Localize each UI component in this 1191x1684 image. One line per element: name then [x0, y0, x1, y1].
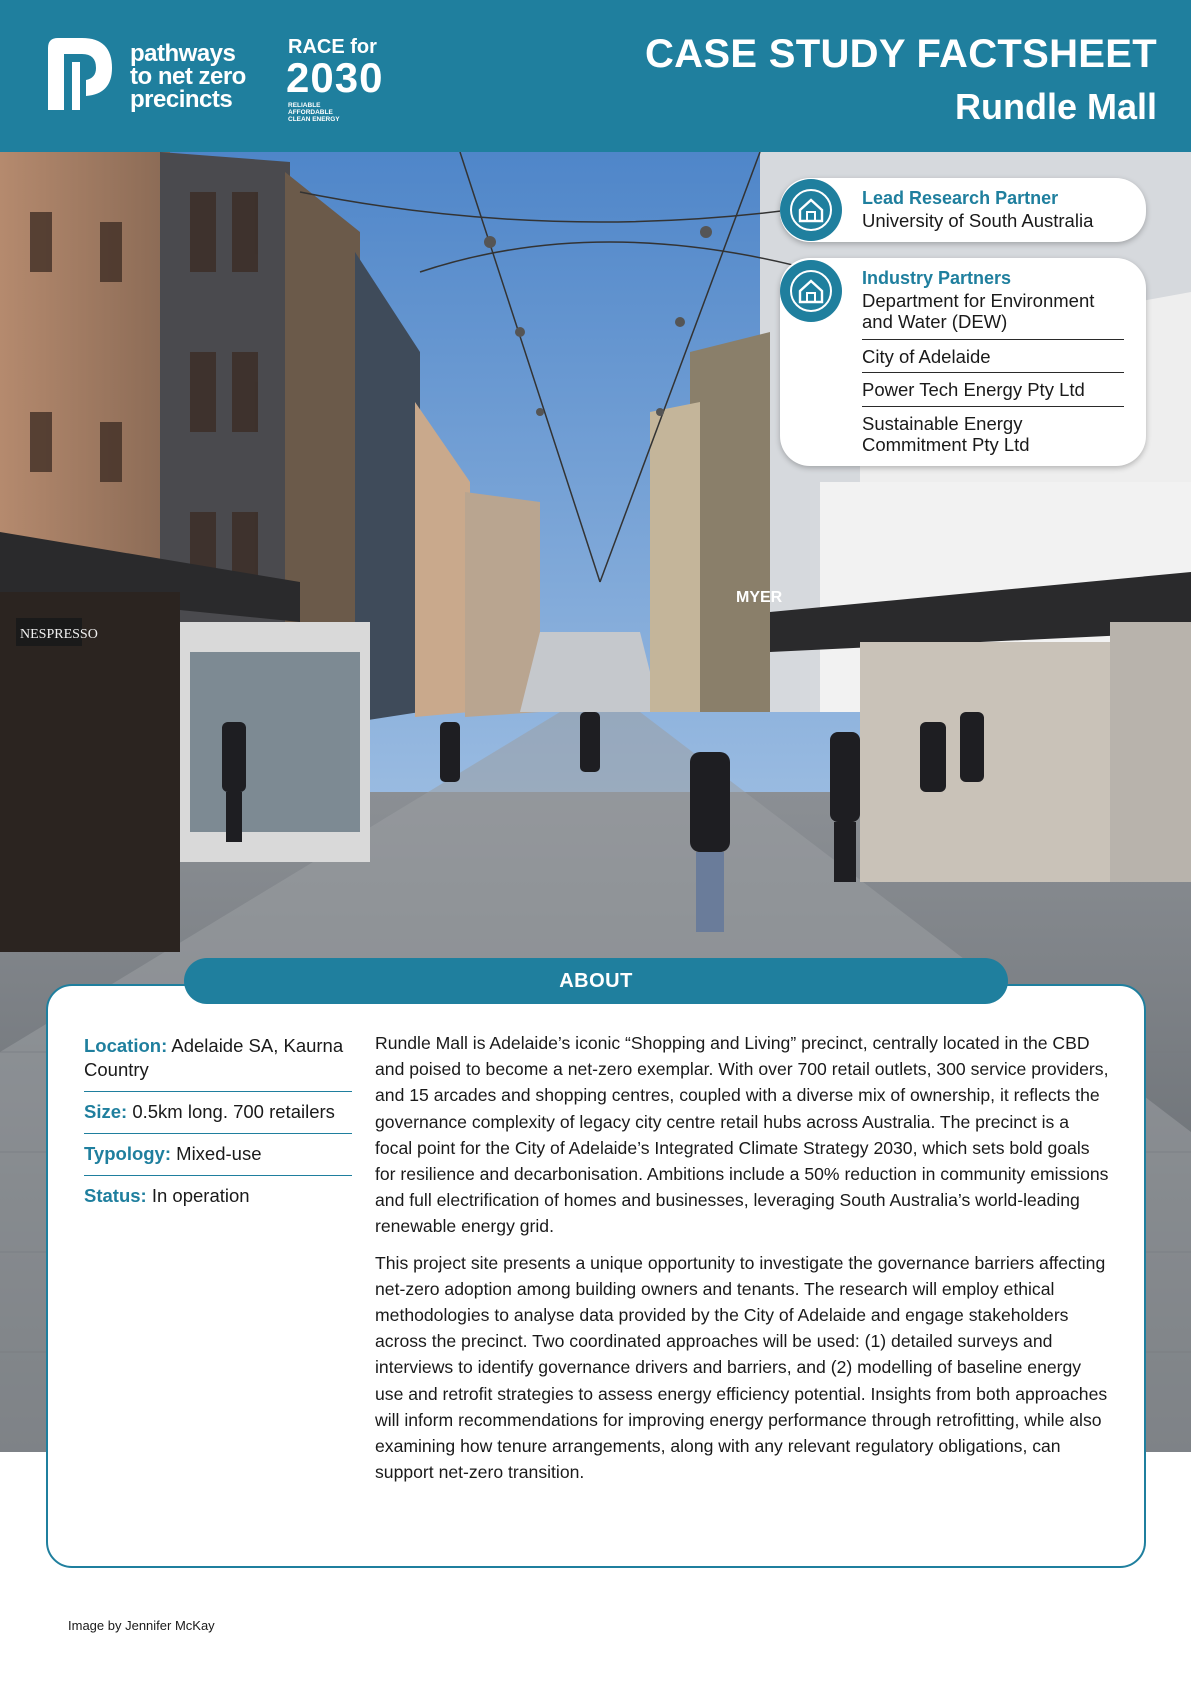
about-paragraph: Rundle Mall is Adelaide’s iconic “Shopping and Living” precinct, centrally located in the CBD and poised to become a net-zero exemplar. With over 700 retail outlets, 300 service providers, and 15 arcades and shopping centres, coupled with a diverse mix of ownership, it reflects the governance complexity of legacy city centre retail hubs across Australia. The precinct is a focal point for the City of Adelaide’s Integrated Climate Strategy 2030, which sets bold goals for resilience and decarbonisation. Ambitions include a 50% reduction in community emissions and full electrification of homes and businesses, leveraging South Australia’s world-leading renewable energy grid. — [375, 1033, 1109, 1237]
about-paragraph: This project site presents a unique opportunity to investigate the governance barriers affecting net-zero adoption among building owners and tenants. The research will employ ethical methodologies to analyse data provided by the City of Adelaide and engage stakeholders across the precinct. Two coordinated approaches will be used: (1) detailed surveys and interviews to identify governance drivers and barriers, and (2) modelling of baseline energy use and retrofit strategies to assess energy efficiency potential. Insights from both approaches will inform recommendations for improving energy performance through retrofitting, while also examining how tenure arrangements, along with any relevant regulatory obligations, can support net-zero transition. — [375, 1252, 1108, 1483]
industry-partner-item: Department for Environment and Water (DEW) — [862, 290, 1095, 332]
house-icon — [778, 177, 844, 243]
fact-key: Location: — [84, 1035, 168, 1056]
logo-line-3: precincts — [130, 86, 233, 113]
page-title: CASE STUDY FACTSHEET — [645, 32, 1157, 76]
divider — [862, 372, 1124, 373]
logo-wordmark — [130, 42, 246, 111]
lead-research-partner-card — [780, 178, 1146, 242]
pathways-logo-icon — [44, 34, 116, 114]
fact-value: Mixed-use — [176, 1143, 262, 1164]
divider — [862, 406, 1124, 407]
fact-key: Typology: — [84, 1143, 172, 1164]
lead-partner-value: University of South Australia — [862, 210, 1094, 231]
fact-key: Size: — [84, 1101, 128, 1122]
fact-status — [84, 1184, 352, 1217]
myer-sign: MYER — [736, 589, 783, 606]
about-body — [375, 1030, 1110, 1495]
industry-partners-label: Industry Partners — [862, 268, 1012, 288]
industry-partner-item: City of Adelaide — [862, 346, 991, 367]
divider — [862, 339, 1124, 340]
fact-typology — [84, 1142, 352, 1176]
fact-list — [84, 1034, 352, 1225]
logo-line-1: pathways — [130, 40, 236, 67]
nespresso-sign: NESPRESSO — [20, 627, 98, 642]
fact-value: In operation — [151, 1185, 250, 1206]
fact-value: 0.5km long. 700 retailers — [132, 1101, 335, 1122]
industry-partners-card — [780, 258, 1146, 466]
image-credit: Image by Jennifer McKay — [68, 1618, 215, 1633]
fact-size — [84, 1100, 352, 1134]
race-logo-tagline: RELIABLE AFFORDABLE CLEAN ENERGY — [288, 102, 340, 123]
house-icon — [778, 258, 844, 324]
lead-partner-label: Lead Research Partner — [862, 188, 1059, 208]
fact-location — [84, 1034, 352, 1092]
about-heading: ABOUT — [184, 958, 1008, 1004]
race-logo-year: 2030 — [286, 54, 384, 101]
industry-partner-item: Sustainable Energy Commitment Pty Ltd — [862, 413, 1030, 455]
race-logo-title: RACE for — [288, 36, 377, 58]
fact-value: Adelaide SA, Kaurna Country — [84, 1035, 344, 1080]
logo-line-2: to net zero — [130, 63, 246, 90]
header-banner — [0, 0, 1191, 152]
industry-partner-item: Power Tech Energy Pty Ltd — [862, 379, 1085, 400]
page-subtitle: Rundle Mall — [954, 86, 1157, 127]
fact-key: Status: — [84, 1185, 147, 1206]
